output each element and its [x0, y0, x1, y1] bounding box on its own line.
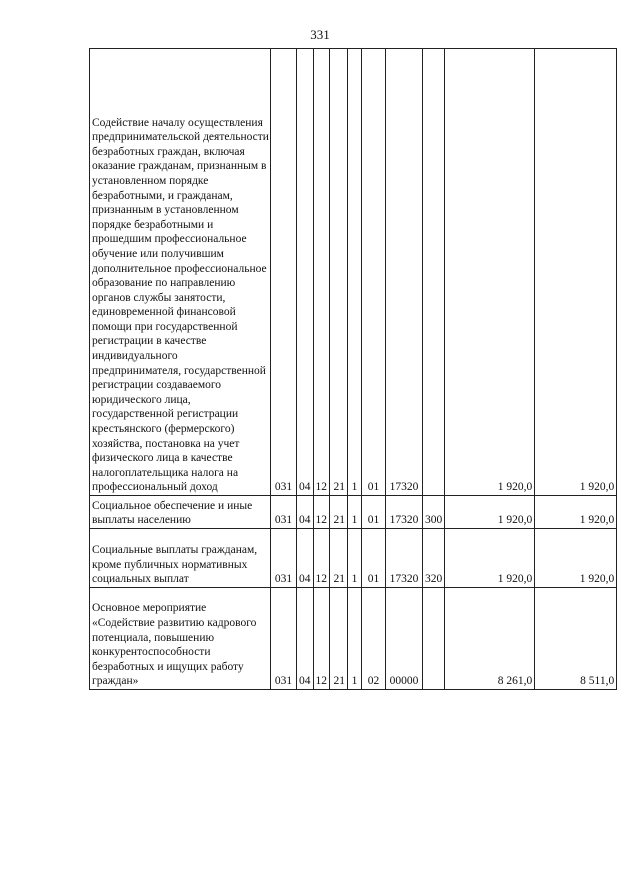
program-code: 21: [330, 496, 348, 529]
program-code: 21: [330, 529, 348, 588]
expense-type-code: [423, 49, 445, 496]
expense-type-code: 300: [423, 496, 445, 529]
row-name: Социальное обеспечение и иные выплаты населению: [90, 496, 271, 529]
subsection-code: 12: [313, 529, 330, 588]
section-code: 04: [297, 49, 314, 496]
subsection-code: 12: [313, 588, 330, 690]
section-code: 04: [297, 588, 314, 690]
event-code: 01: [362, 529, 386, 588]
table-row: [90, 588, 617, 690]
row-name: Основное мероприятие «Содействие развитию кадрового потенциала, повышению конкурентоспособности безработных и ищущих работу граждан»: [90, 588, 271, 690]
program-code: 21: [330, 49, 348, 496]
subprogram-code: 1: [348, 588, 362, 690]
expense-type-code: [423, 588, 445, 690]
subsection-code: 12: [313, 496, 330, 529]
amount-year-1: 1 920,0: [445, 496, 535, 529]
amount-year-1: 1 920,0: [445, 49, 535, 496]
direction-code: 17320: [386, 49, 423, 496]
subprogram-code: 1: [348, 496, 362, 529]
section-code: 04: [297, 496, 314, 529]
table-row: [90, 529, 617, 588]
direction-code: 17320: [386, 496, 423, 529]
amount-year-2: 1 920,0: [535, 49, 617, 496]
table-row: [90, 496, 617, 529]
amount-year-2: 1 920,0: [535, 496, 617, 529]
expense-type-code: 320: [423, 529, 445, 588]
program-code: 21: [330, 588, 348, 690]
row-name: Социальные выплаты гражданам, кроме публичных нормативных социальных выплат: [90, 529, 271, 588]
subprogram-code: 1: [348, 529, 362, 588]
ministry-code: 031: [271, 588, 297, 690]
amount-year-2: 1 920,0: [535, 529, 617, 588]
amount-year-1: 1 920,0: [445, 529, 535, 588]
event-code: 02: [362, 588, 386, 690]
event-code: 01: [362, 49, 386, 496]
direction-code: 00000: [386, 588, 423, 690]
subsection-code: 12: [313, 49, 330, 496]
direction-code: 17320: [386, 529, 423, 588]
ministry-code: 031: [271, 49, 297, 496]
ministry-code: 031: [271, 529, 297, 588]
amount-year-2: 8 511,0: [535, 588, 617, 690]
amount-year-1: 8 261,0: [445, 588, 535, 690]
row-name: Содействие началу осуществления предпринимательской деятельности безработных граждан, включая оказание гражданам, признанным в установленном порядке безработными, и гражданам, признанным в установленном порядке безработными и прошедшим профессиональное обучение или получившим дополнительное профессиональное образование по направлению органов службы занятости, единовременной финансовой помощи при государственной регистрации в качестве индивидуального предпринимателя, государственной регистрации создаваемого юридического лица, государственной регистрации крестьянского (фермерского) хозяйства, постановка на учет физического лица в качестве налогоплательщика налога на профессиональный доход: [90, 49, 271, 496]
table-row: [90, 49, 617, 496]
page-number: 331: [310, 27, 330, 42]
subprogram-code: 1: [348, 49, 362, 496]
ministry-code: 031: [271, 496, 297, 529]
event-code: 01: [362, 496, 386, 529]
section-code: 04: [297, 529, 314, 588]
budget-table: [89, 48, 617, 690]
